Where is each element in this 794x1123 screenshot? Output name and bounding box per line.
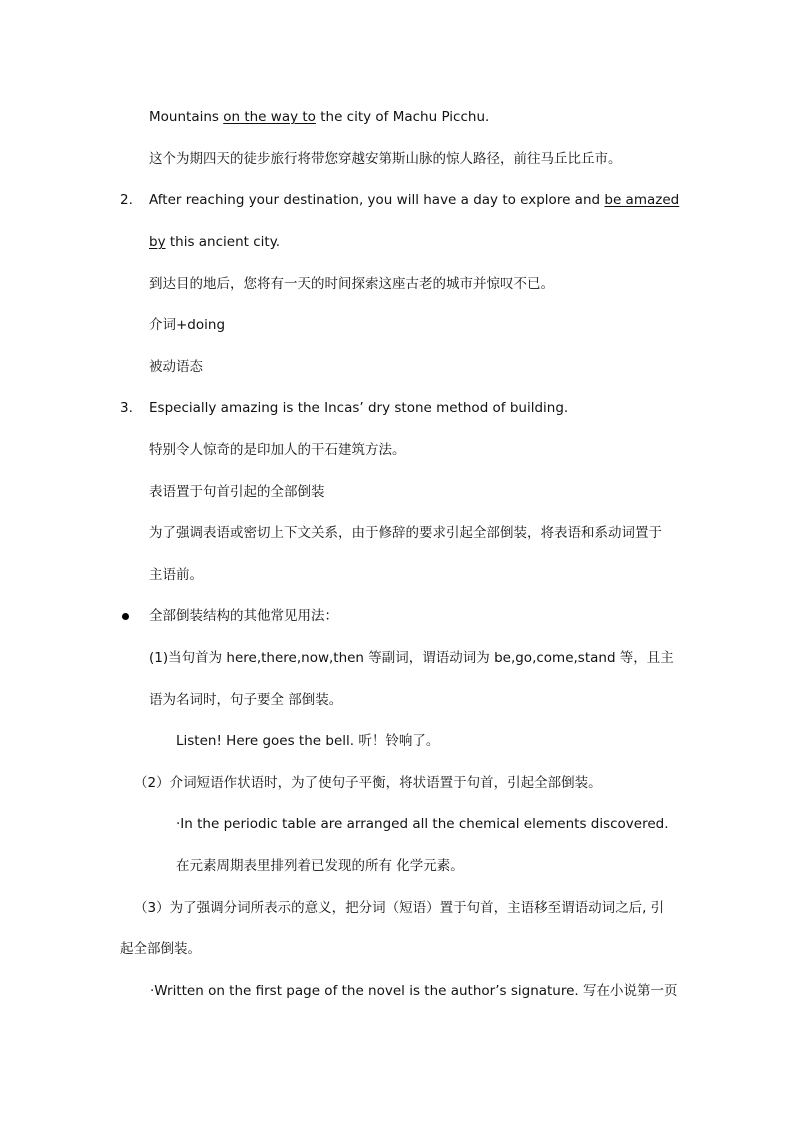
chinese-translation: 在元素周期表里排列着已发现的所有 化学元素。 <box>176 858 464 874</box>
text-segment: the city of Machu Picchu. <box>315 109 490 125</box>
item-number: 3. <box>120 400 133 416</box>
grammar-note: 被动语态 <box>149 359 203 375</box>
underlined-phrase: be amazed <box>604 192 680 208</box>
text-line: (1)当句首为 here,there,now,then 等副词，谓语动词为 be,go,come,stand 等，且主 <box>149 650 674 666</box>
text-line <box>149 191 679 209</box>
grammar-note: 主语前。 <box>149 567 203 583</box>
text-line <box>149 108 489 126</box>
section-heading: 全部倒装结构的其他常见用法： <box>149 608 338 624</box>
text-line: Especially amazing is the Incas’ dry stone method of building. <box>149 400 569 416</box>
example-sentence: Listen! Here goes the bell. 听！铃响了。 <box>176 733 440 749</box>
bullet-icon <box>122 613 129 620</box>
text-segment: this ancient city. <box>165 234 281 250</box>
chinese-translation: 这个为期四天的徒步旅行将带您穿越安第斯山脉的惊人路径，前往马丘比丘市。 <box>149 151 622 167</box>
chinese-translation: 到达目的地后，您将有一天的时间探索这座古老的城市并惊叹不已。 <box>149 276 554 292</box>
grammar-note: 表语置于句首引起的全部倒装 <box>149 484 325 500</box>
text-line: 起全部倒装。 <box>120 941 201 957</box>
chinese-translation: 特别令人惊奇的是印加人的干石建筑方法。 <box>149 442 406 458</box>
text-segment: After reaching your destination, you will have a day to explore and <box>149 192 605 208</box>
grammar-note: 为了强调表语或密切上下文关系，由于修辞的要求引起全部倒装，将表语和系动词置于 <box>149 525 662 541</box>
text-line: （2）介词短语作状语时，为了使句子平衡，将状语置于句首，引起全部倒装。 <box>134 775 602 791</box>
underlined-phrase: on the way to <box>223 109 316 125</box>
text-line <box>149 233 280 251</box>
item-number: 2. <box>120 192 133 208</box>
underlined-phrase: by <box>149 234 166 250</box>
text-line: （3）为了强调分词所表示的意义，把分词（短语）置于句首，主语移至谓语动词之后, 引 <box>134 900 665 916</box>
example-sentence: ·In the periodic table are arranged all the chemical elements discovered. <box>176 816 669 832</box>
example-sentence: ·Written on the first page of the novel is the author’s signature. 写在小说第一页 <box>150 983 678 999</box>
text-segment: Mountains <box>149 109 224 125</box>
grammar-note: 介词+doing <box>149 317 226 333</box>
text-line: 语为名词时，句子要全 部倒装。 <box>149 692 343 708</box>
